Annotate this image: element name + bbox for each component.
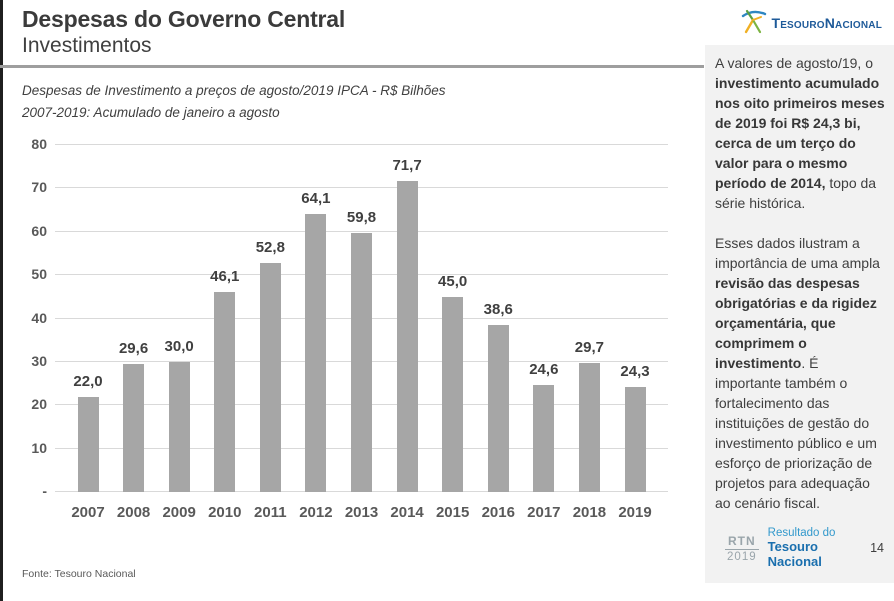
bar-2019 [625, 387, 646, 492]
sidebar-footer [705, 527, 894, 569]
y-axis-tick-label: 60 [31, 222, 47, 239]
sidebar-paragraphs [705, 45, 894, 513]
sidebar-panel [705, 45, 894, 583]
y-axis-tick-label: 80 [31, 136, 47, 152]
footer-titles [768, 527, 870, 569]
paragraph-text-segment: topo da série histórica. [715, 175, 877, 212]
paragraph-text-segment: . É importante também o fortalecimento das instituições de gestão do investimento público e um esforço de priorização de projetos para adequação ao cenário fiscal. [715, 355, 877, 512]
bar-value-label-2008: 29,6 [118, 339, 149, 357]
bar-value-label-2009: 30,0 [164, 337, 194, 355]
bar-2018 [579, 363, 600, 492]
y-axis-tick-label: 20 [31, 396, 47, 413]
footer-report-line1: Resultado do [767, 527, 836, 539]
paragraph-bold-segment: investimento acumulado nos oito primeiros meses de 2019 foi R$ 24,3 bi, cerca de um terço do valor para o mesmo período de 2014, [715, 75, 885, 192]
bar-value-label-2018: 29,7 [574, 339, 604, 357]
bar-value-label-2012: 64,1 [301, 189, 331, 207]
rtn-2019-badge [725, 534, 759, 563]
bar-2009 [169, 362, 190, 492]
x-axis-tick-label-2012: 2012 [299, 504, 333, 521]
x-axis-tick-label-2016: 2016 [481, 504, 515, 521]
paragraph-text-segment: Esses dados ilustram a importância de uma ampla [715, 235, 880, 272]
bar-2012 [305, 214, 326, 492]
bar-2008 [123, 364, 144, 492]
logo-text-part1: Tesouro [771, 14, 825, 31]
rtn-badge-year: 2019 [727, 550, 757, 563]
y-axis-tick-label: 30 [31, 352, 47, 369]
y-axis-tick-label: 40 [31, 309, 47, 326]
chart-caption-line2: 2007-2019: Acumulado de janeiro a agosto [22, 104, 280, 120]
x-axis-tick-label-2007: 2007 [71, 504, 105, 521]
bar-2017 [533, 385, 554, 492]
bar-value-label-2007: 22,0 [73, 372, 103, 390]
bar-2013 [351, 233, 372, 492]
bar-2015 [442, 297, 463, 492]
gridline-60 [55, 231, 668, 232]
sidebar-logo [705, 0, 894, 45]
bar-value-label-2013: 59,8 [346, 208, 377, 226]
sidebar-paragraph-2 [715, 233, 888, 513]
page-title: Despesas do Governo Central [22, 6, 346, 32]
bar-value-label-2016: 38,6 [483, 300, 513, 318]
bar-2016 [488, 325, 509, 492]
x-axis-tick-label-2013: 2013 [344, 504, 379, 521]
bar-2014 [397, 181, 418, 492]
chart-caption [22, 80, 446, 123]
y-axis-tick-label: 70 [31, 179, 47, 196]
page-subtitle: Investimentos [22, 34, 152, 57]
y-axis-tick-label: 10 [31, 439, 47, 456]
gridline-70 [55, 187, 668, 188]
source-note: Fonte: Tesouro Nacional [22, 568, 136, 580]
tesouro-nacional-logo-icon [741, 7, 767, 35]
y-axis-tick-label: - [42, 483, 47, 499]
rtn-badge-top: RTN [725, 534, 759, 550]
x-axis-tick-label-2014: 2014 [390, 504, 424, 521]
x-axis-tick-label-2015: 2015 [435, 504, 470, 521]
chart-caption-line1: Despesas de Investimento a preços de agosto/2019 IPCA - R$ Bilhões [22, 83, 446, 98]
sidebar-paragraph-1 [715, 53, 888, 213]
footer-report-line2: Tesouro Nacional [767, 539, 822, 569]
bar-value-label-2019: 24,3 [620, 362, 650, 380]
x-axis-tick-label-2017: 2017 [527, 504, 561, 521]
y-axis-tick-label: 50 [31, 266, 47, 283]
logo-text-part2: Nacional [824, 14, 882, 31]
x-axis-tick-label-2008: 2008 [116, 504, 151, 521]
bar-2011 [260, 263, 281, 492]
gridline-80 [55, 144, 668, 145]
paragraph-text-segment: A valores de agosto/19, o [715, 55, 873, 71]
paragraph-bold-segment: revisão das despesas obrigatórias e da rigidez orçamentária, que comprimem o investimento [715, 275, 877, 372]
bar-2007 [78, 397, 99, 492]
page-number: 14 [870, 541, 884, 555]
logo-text [771, 15, 882, 31]
bar-value-label-2010: 46,1 [210, 268, 240, 286]
bar-value-label-2017: 24,6 [529, 361, 559, 379]
slide-left-border [0, 0, 3, 601]
x-axis-tick-label-2011: 2011 [254, 504, 287, 521]
x-axis-tick-label-2009: 2009 [162, 504, 196, 521]
x-axis-tick-label-2019: 2019 [618, 504, 652, 521]
plot-area [31, 136, 668, 521]
bar-value-label-2015: 45,0 [438, 272, 468, 290]
title-divider [0, 65, 704, 68]
bar-2010 [214, 292, 235, 492]
bar-value-label-2014: 71,7 [392, 157, 422, 175]
bar-value-label-2011: 52,8 [255, 238, 285, 256]
x-axis-tick-label-2010: 2010 [208, 504, 242, 521]
x-axis-tick-label-2018: 2018 [572, 504, 607, 521]
